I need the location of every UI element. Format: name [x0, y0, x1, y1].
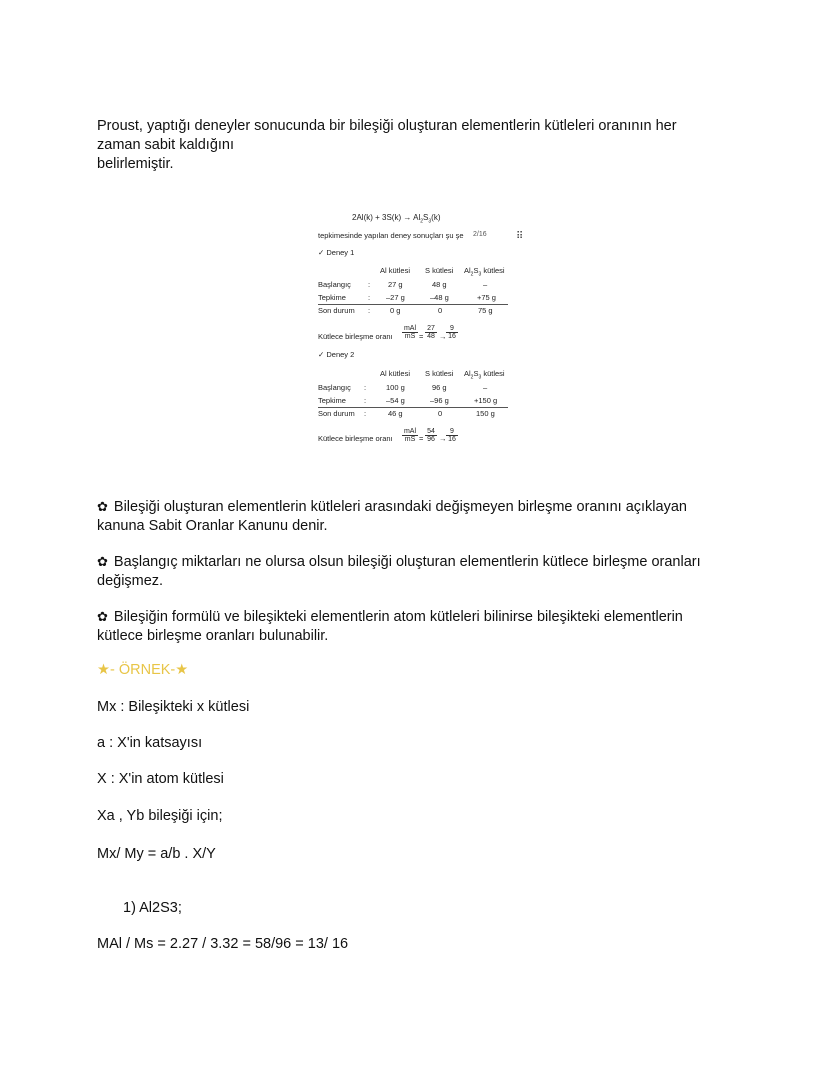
figure-intro-text: tepkimesinde yapılan deney sonuçları şu şe	[318, 231, 464, 240]
exp2-value-fraction: 54 96	[425, 428, 437, 443]
equals-sign: =	[419, 332, 424, 341]
exp2-reaction-s: –96 g	[430, 396, 449, 405]
exp2-end-s: 0	[438, 409, 443, 418]
colon: :	[368, 306, 371, 315]
exp1-simplified-fraction: 9 16	[446, 325, 458, 340]
experiment-2-title: ✓ Deney 2	[318, 350, 355, 359]
colon: :	[368, 293, 371, 302]
colon: :	[364, 396, 367, 405]
exp2-simplified-fraction: 9 16	[446, 428, 458, 443]
exp1-reaction-s: –48 g	[430, 293, 449, 302]
bullet-line: Bileşiğin formülü ve bileşikteki elementlerin atom kütleleri bilinirse bileşikteki elementlerin	[113, 609, 683, 625]
definition-line: Xa , Yb bileşiği için;	[97, 808, 223, 824]
arrow: →	[439, 332, 447, 341]
experiment-1-title: ✓ Deney 1	[318, 248, 355, 257]
col-als: $Al_2S_3$ kütlesi	[464, 266, 505, 278]
row-end-label: Son durum	[318, 306, 355, 315]
intro-line-1: Proust, yaptığı deneyler sonucunda bir bileşiği oluşturan elementlerin kütleleri oranının her	[97, 118, 677, 134]
grid-icon[interactable]: ⠿	[516, 231, 524, 242]
exp1-value-fraction: 27 48	[425, 325, 437, 340]
definition-line: X : X'in atom kütlesi	[97, 771, 224, 787]
colon: :	[364, 409, 367, 418]
exp1-reaction-al: –27 g	[386, 293, 405, 302]
bullet-paragraph	[97, 552, 737, 591]
col-al: Al kütlesi	[380, 369, 411, 378]
flower-icon: ✿	[97, 554, 108, 569]
exp2-symbol-fraction: mAl mS	[403, 428, 417, 443]
exp2-reaction-als: +150 g	[474, 396, 498, 405]
exp2-start-al: 100 g	[386, 383, 405, 392]
exp1-symbol-fraction: mAl mS	[403, 325, 417, 340]
page-indicator[interactable]: 2/16	[473, 231, 487, 238]
flower-icon: ✿	[97, 609, 108, 624]
bullet-line: Başlangıç miktarları ne olursa olsun bileşiği oluşturan elementlerin kütlece birleşme oranları	[113, 554, 701, 570]
row-reaction-label: Tepkime	[318, 396, 346, 405]
result-line: MAl / Ms = 2.27 / 3.32 = 58/96 = 13/ 16	[97, 936, 349, 952]
exp2-end-als: 150 g	[476, 409, 495, 418]
intro-line-2: zaman sabit kaldığını	[97, 137, 235, 153]
row-reaction-label: Tepkime	[318, 293, 346, 302]
arrow: →	[439, 434, 447, 443]
bullet-line: kanuna Sabit Oranlar Kanunu denir.	[97, 518, 328, 534]
intro-line-3: belirlemiştir.	[97, 156, 174, 172]
flower-icon: ✿	[97, 499, 108, 514]
row-start-label: Başlangıç	[318, 280, 351, 289]
bullet-paragraph	[97, 607, 737, 646]
definition-line: a : X'in katsayısı	[97, 735, 203, 751]
exp1-ratio-label: Kütlece birleşme oranı	[318, 332, 393, 341]
divider	[318, 407, 508, 408]
equals-sign: =	[419, 434, 424, 443]
exp1-end-s: 0	[438, 306, 443, 315]
definition-line: Mx : Bileşikteki x kütlesi	[97, 699, 250, 715]
exp1-end-al: 0 g	[390, 306, 401, 315]
exp1-start-als: –	[483, 280, 488, 289]
numbered-item: 1) Al2S3;	[123, 900, 182, 916]
exp1-end-als: 75 g	[478, 306, 493, 315]
row-start-label: Başlangıç	[318, 383, 351, 392]
bullet-line: değişmez.	[97, 573, 164, 589]
row-end-label: Son durum	[318, 409, 355, 418]
exp1-start-s: 48 g	[432, 280, 447, 289]
intro-paragraph	[97, 117, 737, 174]
exp2-start-s: 96 g	[432, 383, 447, 392]
divider	[318, 304, 508, 305]
bullet-line: Bileşiği oluşturan elementlerin kütleleri arasındaki değişmeyen birleşme oranını açıklayan	[113, 499, 687, 515]
col-s: S kütlesi	[425, 369, 454, 378]
colon: :	[368, 280, 371, 289]
exp2-ratio-label: Kütlece birleşme oranı	[318, 434, 393, 443]
exp2-end-al: 46 g	[388, 409, 403, 418]
exp1-start-al: 27 g	[388, 280, 403, 289]
exp2-reaction-al: –54 g	[386, 396, 405, 405]
formula-line: Mx/ My = a/b . X/Y	[97, 846, 216, 862]
exp2-start-als: –	[483, 383, 488, 392]
example-heading: ★- ÖRNEK-★	[97, 662, 189, 678]
col-s: S kütlesi	[425, 266, 454, 275]
bullet-line: kütlece birleşme oranları bulunabilir.	[97, 628, 329, 644]
col-al: Al kütlesi	[380, 266, 411, 275]
bullet-paragraph	[97, 497, 737, 536]
experiment-figure	[312, 209, 532, 459]
colon: :	[364, 383, 367, 392]
col-als: $Al_2S_3$ kütlesi	[464, 369, 505, 381]
reaction-equation: $2Al(k) + 3S(k) \to Al_2S_3(k)$	[352, 213, 441, 225]
exp1-reaction-als: +75 g	[477, 293, 496, 302]
